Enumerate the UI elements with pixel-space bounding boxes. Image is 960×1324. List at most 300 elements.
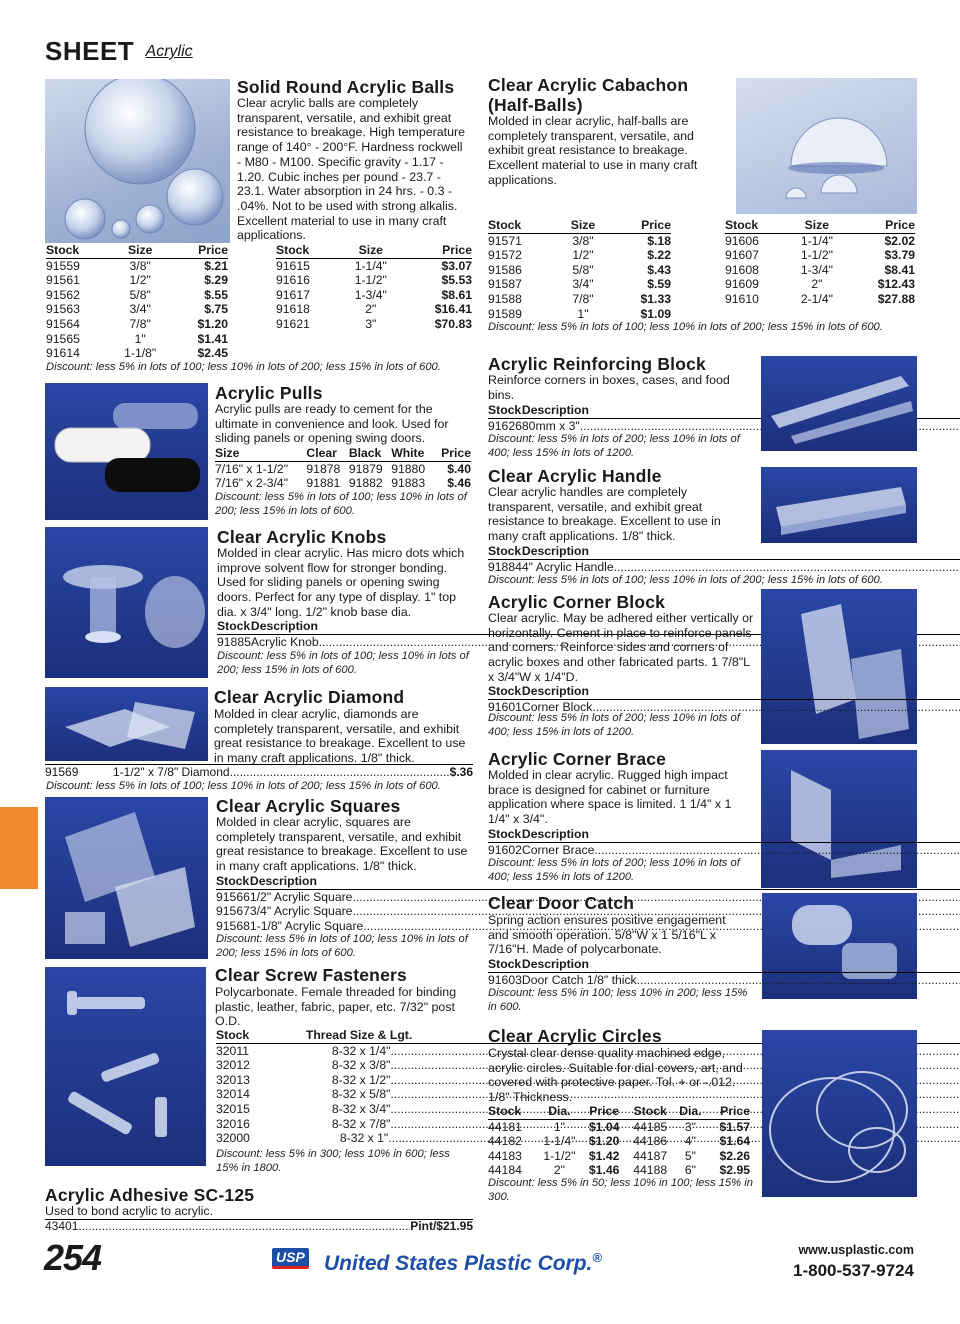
section-header [45, 36, 193, 66]
reinforce-title: Acrylic Reinforcing Block [488, 354, 706, 374]
table-cell: 4" [684, 1134, 696, 1149]
table-cell: 91626 [488, 418, 522, 433]
table-cell: $.55 [204, 287, 228, 302]
table-header-cell: Dia. [674, 1104, 706, 1119]
table-row [276, 258, 472, 273]
table-cell: 91618 [276, 302, 310, 317]
table-cell: 91561 [46, 273, 80, 288]
leader-text [78, 1219, 410, 1234]
table-row [46, 317, 228, 332]
table-header-cell: Stock [276, 243, 340, 258]
table-cell: 7/8" [572, 291, 594, 306]
cornerblock-title: Acrylic Corner Block [488, 592, 666, 612]
table-cell: $1.20 [197, 316, 228, 331]
table-cell: 44186 [633, 1134, 668, 1149]
table-cell: 91588 [488, 291, 522, 306]
table-cell: $1.57 [719, 1119, 750, 1134]
table-cell: 1-1/4" [354, 258, 387, 273]
col-size: Size [110, 243, 171, 258]
diamond-discount: Discount: less 5% in lots of 100; less 10% in lots of 200; less 15% in lots of 600. [46, 780, 441, 792]
website-url: www.usplastic.com [798, 1243, 914, 1257]
table-cell: 7/8" [129, 316, 151, 331]
table-header-cell: Stock [488, 957, 522, 971]
table-cell: 32011 [216, 1043, 249, 1058]
squares-description: Molded in clear acrylic, squares are completely transparent, versatile, and exhibit great resistance to breakage. Excellent to use in many craft applications. 1/8" thick. [216, 815, 468, 874]
diamond-stock: 91569 [45, 765, 79, 779]
table-cell: 1" [577, 306, 589, 321]
table-cell: $1.41 [197, 331, 228, 346]
balls-table-left [46, 243, 228, 361]
screw-fasteners-image [45, 967, 206, 1166]
table-cell: 91606 [725, 233, 759, 248]
screws-title: Clear Screw Fasteners [215, 965, 407, 985]
table-cell: 91615 [276, 258, 310, 273]
table-row [488, 263, 671, 278]
product-illustration [45, 797, 208, 959]
table-cell: 91621 [276, 316, 310, 331]
product-illustration [761, 356, 917, 451]
cornerblock-description: Clear acrylic. May be adhered either vertically or horizontally. Cement in place to reinforce panels and corners. Reinforce sides and corners of acrylic boxes and other fabricated parts. 1 7/8"L x 3/4"W x 1/4"D. [488, 611, 754, 684]
company-name-text: United States Plastic Corp. [324, 1252, 593, 1275]
table-cell: $2.95 [719, 1163, 750, 1178]
table-cell: 91610 [725, 291, 759, 306]
table-row [46, 302, 228, 317]
table-cell: 91571 [488, 233, 522, 248]
table-header-cell: Description [522, 957, 960, 972]
table-row [488, 1163, 750, 1178]
table-row [488, 1149, 750, 1164]
leader-text: Door Catch 1/8" thick [521, 972, 637, 987]
table-cell: 91565 [46, 331, 80, 346]
table-cell: 91603 [488, 972, 522, 987]
table-cell: 5/8" [572, 262, 594, 277]
pulls-description: Acrylic pulls are ready to cement for the ultimate in convenience and look. Used for sliding panels or opening swing doors. [215, 402, 449, 446]
table-cell: $16.41 [434, 302, 472, 317]
section-title: SHEET [45, 36, 135, 66]
table-cell: 1/2" [572, 248, 594, 263]
table-header-cell: Thread Size & Lgt. [250, 1028, 960, 1043]
table-header-cell: Stock [725, 218, 787, 233]
cornerblock-table [488, 684, 960, 714]
circles-table [488, 1104, 750, 1178]
table-header-cell: Stock [488, 218, 558, 233]
table-cell: 44181 [488, 1119, 522, 1134]
table-cell: 32012 [216, 1058, 250, 1073]
adhesive-description: Used to bond acrylic to acrylic. [45, 1204, 473, 1220]
table-header-cell: Size [558, 218, 608, 233]
table-cell: 1-1/2" [354, 273, 387, 288]
acrylic-squares-image [45, 797, 208, 959]
table-cell: $.43 [647, 262, 671, 277]
adhesive-row [45, 1219, 473, 1234]
table-cell: 91559 [46, 258, 80, 273]
table-header-cell: Size [787, 218, 846, 233]
table-cell: $1.09 [640, 306, 671, 321]
diamond-description-cell: 1-1/2" x 7/8" Diamond [113, 765, 230, 779]
table-header-cell: Price [582, 1104, 626, 1119]
cornerblock-discount: Discount: less 5% in lots of 200; less 10% in lots of 400; less 15% in lots of 1200. [488, 712, 740, 738]
corner-brace-image [761, 750, 917, 888]
table-cell: $2.45 [197, 346, 228, 361]
reinforce-description: Reinforce corners in boxes, cases, and food bins. [488, 373, 730, 402]
table-cell: 3/8" [572, 233, 594, 248]
table-cell: $1.64 [719, 1134, 750, 1149]
pulls-table [215, 446, 471, 491]
table-cell: 91885 [217, 634, 251, 649]
table-cell: 91878 [306, 461, 341, 476]
table-cell: $.22 [647, 248, 671, 263]
table-cell: 91602 [488, 842, 522, 857]
product-illustration [45, 967, 206, 1166]
table-cell: 44182 [488, 1134, 522, 1149]
table-cell: 32014 [216, 1087, 250, 1102]
table-cell: 1-1/4" [543, 1134, 576, 1149]
table-header-cell: Stock [488, 684, 522, 698]
table-cell: 91587 [488, 277, 522, 292]
table-header-cell: Black [349, 446, 391, 461]
table-cell: 3/4" [572, 277, 594, 292]
table-row [725, 263, 915, 278]
brace-description: Molded in clear acrylic. Rugged high impact brace is designed for cabinet or furniture application where space is limited. 1 1/4" x 1 1/4" x 3/4". [488, 768, 732, 827]
table-header-cell: Price [846, 218, 915, 233]
catch-description: Spring action ensures positive engagement and smooth operation. 5/8"W x 1 5/16"L x 7/16"H. Made of polycarbonate. [488, 913, 726, 957]
table-cell: 91601 [488, 699, 522, 714]
table-cell: $1.46 [588, 1163, 620, 1178]
table-row [46, 258, 228, 273]
table-cell: 91607 [725, 248, 759, 263]
table-row [276, 302, 472, 317]
table-cell: $.46 [447, 476, 471, 491]
diamond-description: Molded in clear acrylic, diamonds are completely transparent, versatile, and exhibit great resistance to breakage. Excellent to use in many craft applications. 1/8" thick. [214, 707, 466, 766]
table-cell: 91586 [488, 262, 522, 277]
diamond-price: $.36 [449, 765, 473, 779]
table-cell: $.29 [204, 273, 228, 288]
leader-text: Corner Brace [521, 842, 595, 857]
table-header-cell: Description [522, 684, 960, 699]
table-cell: $1.20 [588, 1134, 620, 1149]
leader-text [614, 560, 960, 575]
cabachon-description: Molded in clear acrylic, half-balls are completely transparent, versatile, and exhibit great resistance to breakage. Excellent material to use in many craft applications. [488, 114, 698, 187]
acrylic-circles-image [762, 1030, 917, 1197]
cabachon-title: Clear Acrylic Cabachon [488, 75, 689, 95]
catch-table [488, 957, 960, 987]
table-cell: 91616 [276, 273, 310, 288]
table-cell: $8.41 [884, 262, 915, 277]
table-cell: 1-1/8" [124, 346, 157, 361]
screws-discount: Discount: less 5% in 300; less 10% in 600; less 15% in 1800. [216, 1148, 450, 1174]
diamond-row [45, 764, 473, 780]
table-cell: 1/2" [129, 273, 151, 288]
table-cell: $1.42 [588, 1148, 620, 1163]
table-cell: $12.43 [877, 277, 915, 292]
leader-text: 1/2" Acrylic Square [249, 889, 353, 904]
table-cell: 3/8" [129, 258, 151, 273]
table-cell: 91564 [46, 316, 80, 331]
table-row [488, 559, 960, 574]
table-cell: 6" [684, 1163, 696, 1178]
table-cell: 44187 [633, 1148, 668, 1163]
cabachon-discount: Discount: less 5% in lots of 100; less 10% in lots of 200; less 15% in lots of 600. [488, 321, 883, 333]
table-row [215, 476, 471, 491]
reinforcing-block-image [761, 356, 917, 451]
table-cell: 2" [811, 277, 823, 292]
table-cell: 91880 [391, 461, 426, 476]
table-row [488, 1119, 750, 1134]
company-name [324, 1245, 602, 1277]
table-cell: $.18 [647, 233, 671, 248]
table-header-cell: Description [251, 619, 960, 634]
screws-description: Polycarbonate. Female threaded for binding plastic, leather, fabric, paper, etc. 7/32" post O.D. [215, 985, 457, 1029]
brace-title: Acrylic Corner Brace [488, 749, 667, 769]
table-cell: 32016 [216, 1116, 250, 1131]
table-cell: 91563 [46, 302, 80, 317]
table-cell [522, 559, 960, 574]
product-illustration [45, 687, 208, 761]
table-row [488, 277, 671, 292]
table-cell: $2.02 [884, 233, 915, 248]
table-cell: 3/4" [129, 302, 151, 317]
table-cell: 1" [134, 331, 146, 346]
pulls-discount: Discount: less 5% in lots of 100; less 10% in lots of 200; less 15% in lots of 600. [215, 491, 467, 517]
table-cell: 91609 [725, 277, 759, 292]
table-header-cell: Stock [488, 403, 522, 417]
table-cell: 91881 [306, 476, 341, 491]
table-row [488, 307, 671, 322]
table-cell: 3" [365, 316, 377, 331]
leader-text: 8-32 x 3/8" [331, 1058, 391, 1073]
table-row [725, 248, 915, 263]
table-cell: 3" [684, 1119, 696, 1134]
cabachon-image [736, 78, 917, 214]
adhesive-stock: 43401 [45, 1219, 79, 1233]
table-header-cell: Description [522, 403, 960, 418]
circles-discount: Discount: less 5% in 50; less 10% in 100; less 15% in 300. [488, 1177, 753, 1203]
table-cell: 1-1/4" [800, 233, 833, 248]
brace-table [488, 827, 960, 857]
balls-svg [45, 79, 230, 243]
table-cell: 1" [553, 1119, 565, 1134]
reinforce-discount: Discount: less 5% in lots of 200; less 10% in lots of 400; less 15% in lots of 1200. [488, 433, 740, 459]
table-row [46, 332, 228, 347]
acrylic-balls-image [45, 79, 230, 243]
table-cell: $1.33 [640, 291, 671, 306]
handle-discount: Discount: less 5% in lots of 100; less 10% in lots of 200; less 15% in lots of 600. [488, 574, 883, 586]
table-cell: $.40 [447, 461, 471, 476]
table-cell: 2" [553, 1163, 565, 1178]
catch-title: Clear Door Catch [488, 893, 635, 913]
table-header-cell: Price [401, 243, 472, 258]
table-cell: 7/16" x 2-3/4" [215, 476, 289, 491]
circles-description: Crystal clear dense quality machined edge, acrylic circles. Suitable for dial covers, art, and covered with protective paper. Tol. + or -.012. 1/8" Thickness. [488, 1046, 743, 1105]
cabachon-subtitle: (Half-Balls) [488, 95, 583, 115]
handle-title: Clear Acrylic Handle [488, 466, 662, 486]
table-row [488, 842, 960, 857]
table-header-cell: Stock [488, 544, 522, 558]
table-cell: $8.61 [441, 287, 472, 302]
table-cell: $1.04 [588, 1119, 620, 1134]
table-cell: 91883 [391, 476, 426, 491]
table-row [46, 346, 228, 361]
logo-mark: USP [272, 1248, 309, 1269]
table-row [488, 972, 960, 987]
corner-block-image [761, 589, 917, 744]
table-cell: 7/16" x 1-1/2" [215, 461, 289, 476]
table-row [488, 292, 671, 307]
leader-text: 8-32 x 3/4" [331, 1101, 391, 1116]
table-row [46, 273, 228, 288]
leader-text: 4" Acrylic Handle [521, 559, 614, 574]
product-illustration [45, 383, 208, 520]
handle-description: Clear acrylic handles are completely transparent, versatile, and exhibit great resistance to breakage. Excellent to use in many craft applications. 1/8" thick. [488, 485, 721, 544]
table-row [215, 461, 471, 476]
table-header-cell: Stock [626, 1104, 674, 1119]
table-cell: 1-3/4" [800, 262, 833, 277]
phone-number: 1-800-537-9724 [793, 1261, 914, 1280]
table-cell: 44183 [488, 1148, 522, 1163]
table-cell: 44185 [633, 1119, 668, 1134]
table-cell: $2.26 [719, 1148, 750, 1163]
knobs-description: Molded in clear acrylic. Has micro dots which improve solvent flow for stronger bonding. Used for sliding panels or opening swing doors. Perfect for any type of display. 1" top dia. x 3/4" long. 1/2" knob base dia. [217, 546, 465, 619]
table-cell: 1-1/2" [543, 1148, 576, 1163]
table-cell: 91568 [216, 918, 250, 933]
table-cell: 91572 [488, 248, 522, 263]
table-cell: 91614 [46, 346, 80, 361]
registered-mark: ® [592, 1250, 602, 1265]
table-cell: 1-3/4" [354, 287, 387, 302]
table-cell: 91562 [46, 287, 80, 302]
pulls-title: Acrylic Pulls [215, 383, 323, 403]
table-header-cell: Price [608, 218, 671, 233]
table-cell: 91884 [488, 559, 522, 574]
col-price: Price [170, 243, 228, 258]
adhesive-price: Pint/$21.95 [410, 1219, 473, 1233]
product-illustration [736, 78, 917, 214]
catch-discount: Discount: less 5% in 100; less 10% in 200; less 15% in 600. [488, 987, 748, 1013]
table-cell: 5" [684, 1148, 696, 1163]
adhesive-title: Acrylic Adhesive SC-125 [45, 1185, 255, 1205]
product-illustration [761, 750, 917, 888]
product-illustration [761, 467, 917, 543]
table-header-cell: Description [522, 827, 960, 842]
leader-text: 8-32 x 1/4" [331, 1043, 391, 1058]
balls-table-right [276, 243, 472, 332]
table-header-cell: Stock [216, 1028, 250, 1042]
table-cell: 91567 [216, 904, 250, 919]
table-header-cell: Price [434, 446, 471, 461]
table-cell: 44184 [488, 1163, 522, 1178]
table-header-cell: Stock [216, 874, 250, 888]
knobs-title: Clear Acrylic Knobs [217, 527, 387, 547]
table-cell [522, 842, 960, 857]
table-header-cell: Clear [306, 446, 348, 461]
leader-text: 8-32 x 1/2" [331, 1072, 391, 1087]
table-header-cell: Description [522, 544, 960, 559]
table-cell: $3.79 [884, 248, 915, 263]
leader-text: Corner Block [521, 699, 593, 714]
table-cell: $.75 [204, 302, 228, 317]
table-cell: 44188 [633, 1163, 668, 1178]
diamond-title: Clear Acrylic Diamond [214, 687, 405, 707]
leader-text: 8-32 x 5/8" [331, 1087, 391, 1102]
table-row [46, 288, 228, 303]
table-header-cell: Size [215, 446, 306, 461]
table-header-cell: Stock [488, 1104, 536, 1119]
table-cell: 32013 [216, 1072, 250, 1087]
leader-text: 3/4" Acrylic Square [249, 904, 353, 919]
table-cell: 5/8" [129, 287, 151, 302]
table-cell [522, 972, 960, 987]
table-row [488, 248, 671, 263]
leader-text: 80mm x 3" [521, 418, 580, 433]
leader-text [230, 765, 450, 780]
table-header-cell: Stock [488, 827, 522, 841]
table-cell: 91566 [216, 889, 250, 904]
balls-description: Clear acrylic balls are completely transparent, versatile, and exhibit great resistance to breakage. High temperature range of 140° - 200°F. Hardness rockwell - M80 - M100. Specific gravity - 1.17 - 1.20. Cubic inches per pound - 23.7 - 23.1. Water absorption in 24 hrs. - 0.3 - .04%. Not to be used with strong alkalis. Excellent material to use in many craft applications. [237, 96, 465, 243]
leader-text: Acrylic Knob [250, 634, 319, 649]
table-cell: 91879 [348, 461, 383, 476]
col-stock: Stock [46, 243, 110, 258]
product-illustration [762, 1030, 917, 1197]
table-cell: $70.83 [434, 316, 472, 331]
handle-table [488, 544, 960, 574]
balls-discount: Discount: less 5% in lots of 100; less 10% in lots of 200; less 15% in lots of 600. [46, 361, 441, 373]
table-row [276, 273, 472, 288]
table-cell: 1-1/2" [800, 248, 833, 263]
squares-discount: Discount: less 5% in lots of 100; less 10% in lots of 200; less 15% in lots of 600. [216, 933, 468, 959]
table-cell: 32015 [216, 1101, 250, 1116]
leader-text [637, 973, 960, 988]
squares-title: Clear Acrylic Squares [216, 796, 401, 816]
table-cell: $.21 [204, 258, 228, 273]
table-header-cell: Price [706, 1104, 750, 1119]
leader-text: 1-1/8" Acrylic Square [249, 918, 364, 933]
leader-text: 8-32 x 7/8" [331, 1116, 391, 1131]
acrylic-handle-image [761, 467, 917, 543]
table-cell: $27.88 [877, 291, 915, 306]
leader-text: 8-32 x 1" [339, 1131, 389, 1146]
table-header-cell: Dia. [536, 1104, 582, 1119]
acrylic-knobs-image [45, 527, 208, 678]
subsection-title: Acrylic [145, 43, 193, 60]
leader-text [594, 843, 960, 858]
table-row [725, 277, 915, 292]
cabachon-table-right [725, 218, 915, 307]
table-header-cell: Stock [217, 619, 251, 633]
table-row [725, 233, 915, 248]
table-cell: 91617 [276, 287, 310, 302]
product-illustration [761, 589, 917, 744]
page-number: 254 [44, 1237, 102, 1278]
usp-logo [272, 1248, 309, 1269]
table-cell: 91882 [348, 476, 383, 491]
knobs-discount: Discount: less 5% in lots of 100; less 10% in lots of 200; less 15% in lots of 600. [217, 650, 469, 676]
balls-title: Solid Round Acrylic Balls [237, 77, 455, 97]
orange-tab [0, 807, 38, 889]
table-cell: 91589 [488, 306, 522, 321]
table-cell: 32000 [216, 1131, 250, 1146]
table-header-cell: Description [250, 874, 960, 889]
circles-title: Clear Acrylic Circles [488, 1026, 662, 1046]
table-row [488, 233, 671, 248]
table-cell: $3.07 [441, 258, 472, 273]
table-row [725, 292, 915, 307]
table-cell: 2" [365, 302, 377, 317]
table-cell: 91608 [725, 262, 759, 277]
table-cell: $5.53 [441, 273, 472, 288]
product-illustration [45, 527, 208, 678]
table-row [276, 317, 472, 332]
table-header-cell: White [391, 446, 433, 461]
